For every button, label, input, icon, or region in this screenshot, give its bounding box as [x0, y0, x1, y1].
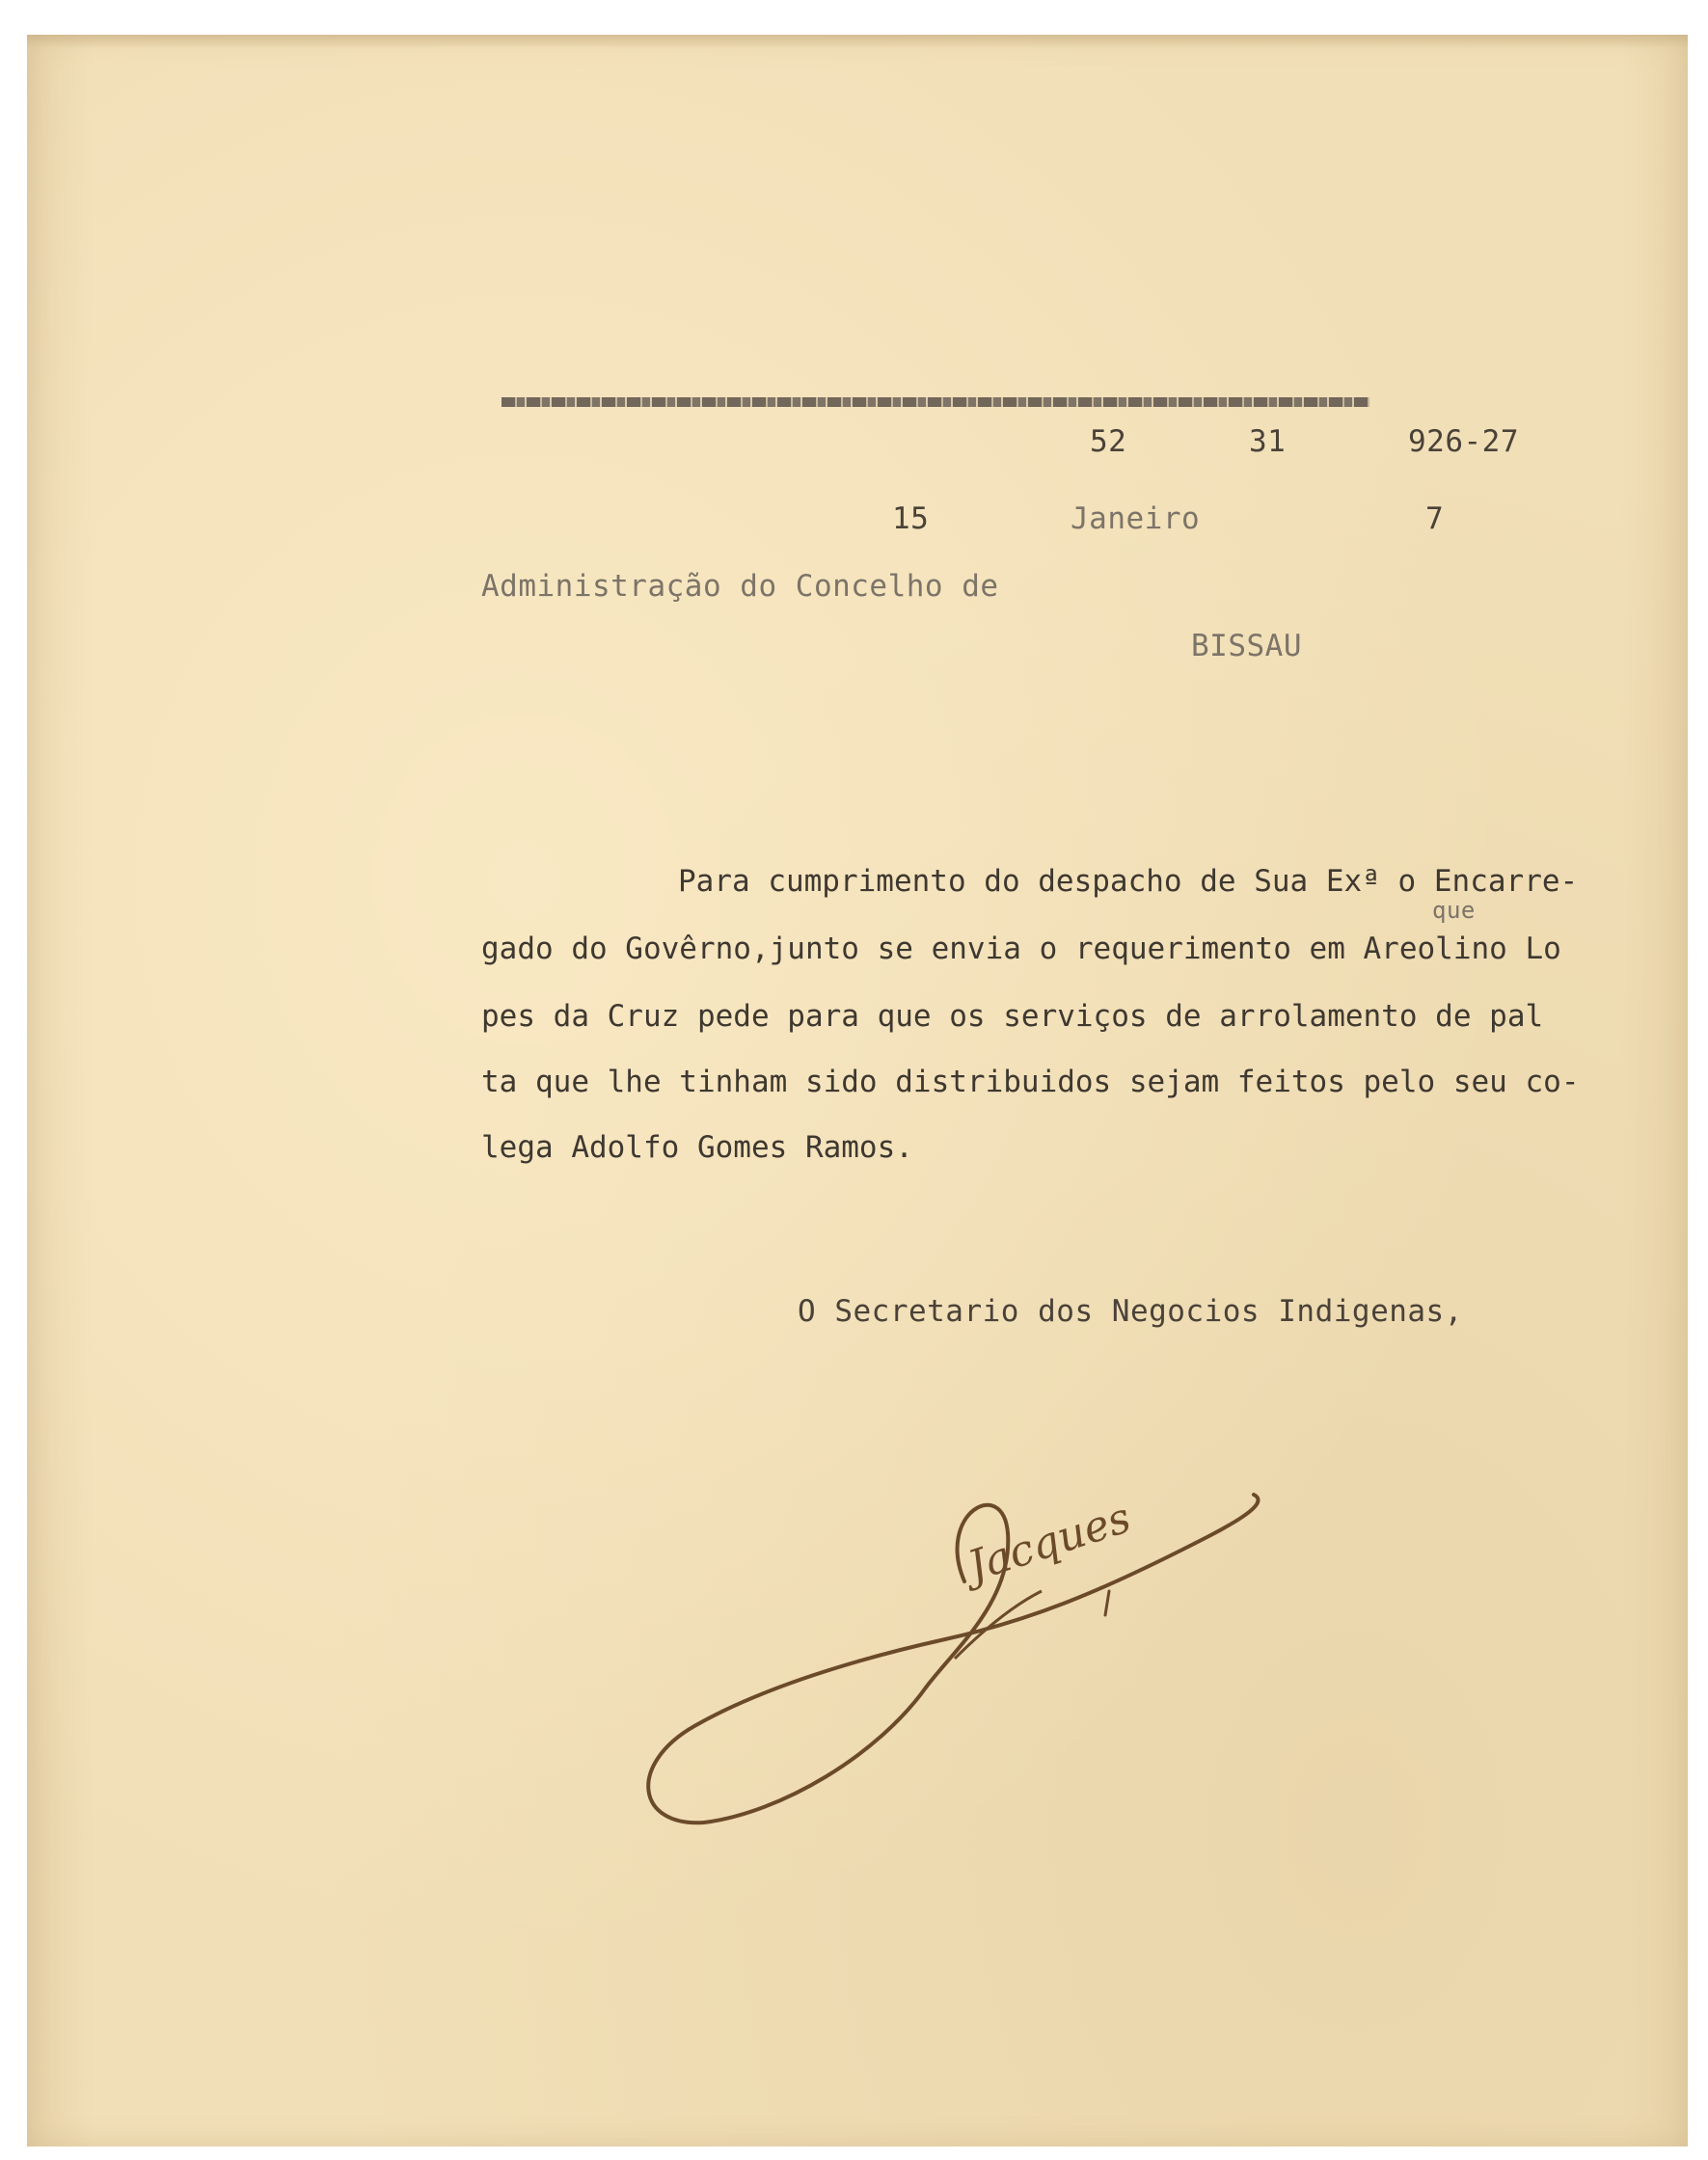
header-rule — [502, 397, 1369, 407]
date-year: 7 — [1425, 501, 1445, 536]
body-line-1: Para cumprimento do despacho de Sua Exª o Encarre- — [678, 864, 1579, 899]
addressee-line: Administração do Concelho de — [481, 569, 999, 604]
reference-number: 52 — [1090, 424, 1127, 459]
date-month: Janeiro — [1071, 501, 1201, 536]
body-line-2: gado do Govêrno,junto se envia o requerimento em Areolino Lo — [481, 932, 1561, 966]
paper-fold-shadow — [27, 35, 1688, 48]
handwritten-signature — [637, 1437, 1312, 1842]
reference-year: 926-27 — [1408, 424, 1519, 459]
date-day: 15 — [892, 501, 930, 536]
body-insertion: que — [1432, 897, 1476, 924]
body-line-4: ta que lhe tinham sido distribuidos sejam feitos pelo seu co- — [481, 1065, 1580, 1099]
reference-day: 31 — [1249, 424, 1287, 459]
body-line-5: lega Adolfo Gomes Ramos. — [481, 1130, 913, 1165]
closing-line: O Secretario dos Negocios Indigenas, — [798, 1294, 1463, 1329]
signature-text: Jacques — [962, 1493, 1137, 1592]
body-line-3: pes da Cruz pede para que os serviços de arrolamento de pal — [481, 999, 1544, 1034]
addressee-city: BISSAU — [1191, 629, 1302, 663]
